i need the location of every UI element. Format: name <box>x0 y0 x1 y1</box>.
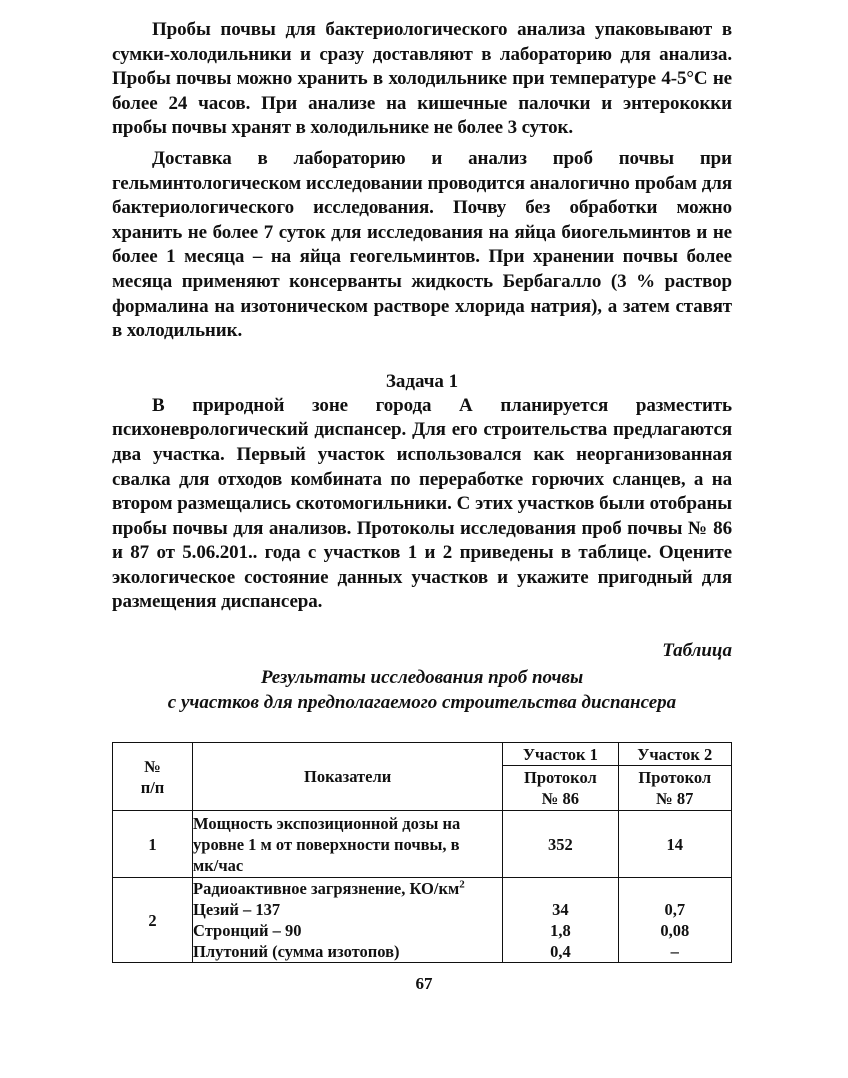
task-title: Задача 1 <box>385 370 459 392</box>
row-2-strontium-site-2: 0,08 <box>660 921 690 940</box>
page-content <box>112 18 732 715</box>
row-1-indicator-line-2: уровне 1 м от поверхности почвы, в <box>193 834 460 854</box>
paragraph-bacteriological: Пробы почвы для бактериологического анализа упаковывают в сумки-холодильники и сразу доставляют в лабораторию для анализа. Пробы почвы можно хранить в холодильнике при температуре 4-5°С не более 24 часов. При анализе на кишечные палочки и энтерококки пробы почвы хранят в холодильнике не более 3 суток. <box>112 19 732 139</box>
row-2-indicator-title <box>193 878 502 899</box>
header-number-symbol: № <box>144 756 161 776</box>
row-1-site-2-value: 14 <box>618 811 731 878</box>
row-1-number: 1 <box>113 811 193 878</box>
row-2-sub-plutonium: Плутоний (сумма изотопов) <box>193 942 400 961</box>
row-2-indicator-title-sup: 2 <box>459 878 465 891</box>
row-2-plutonium-site-1: 0,4 <box>550 942 571 961</box>
header-protocol-1-label: Протокол <box>524 768 597 787</box>
row-2-cesium-site-2: 0,7 <box>664 900 686 919</box>
header-protocol-2 <box>618 766 731 811</box>
row-1-indicator <box>193 811 503 878</box>
table-caption <box>112 665 732 715</box>
row-2-strontium-site-1: 1,8 <box>550 921 571 940</box>
row-2-indicator <box>193 878 503 963</box>
row-2-sub-cesium: Цезий – 137 <box>193 900 281 919</box>
paragraph-helminthological: Доставка в лабораторию и анализ проб почвы при гельминтологическом исследовании проводится аналогично пробам для бактериологического исследования. Почву без обработки можно хранить не более 7 суток для исследования на яйца биогельминтов и не более 1 месяца – на яйца геогельминтов. При хранении почвы более месяца применяют консерванты жидкость Бербагалло (3 % раствор формалина на изотоническом растворе хлорида натрия), а затем ставят в холодильник. <box>112 147 732 342</box>
header-site-2: Участок 2 <box>618 743 731 766</box>
row-2-site-2-values <box>618 878 731 963</box>
header-site-1: Участок 1 <box>503 743 618 766</box>
table-row <box>113 878 732 963</box>
row-2-indicator-title-text: Радиоактивное загрязнение, КО/км <box>193 879 460 898</box>
table-caption-line-2: с участков для предполагаемого строительства диспансера <box>167 692 677 714</box>
row-1-indicator-line-1: Мощность экспозиционной дозы на <box>193 813 461 833</box>
table-label: Таблица <box>662 640 732 662</box>
row-2-cesium-site-1: 34 <box>552 900 569 919</box>
header-indicator: Показатели <box>193 743 503 811</box>
table-caption-line-1: Результаты исследования проб почвы <box>260 667 584 689</box>
header-protocol-1 <box>503 766 618 811</box>
header-protocol-2-number: № 87 <box>656 789 694 808</box>
page-number: 67 <box>415 974 433 993</box>
row-2-site-1-values <box>503 878 618 963</box>
header-number-abbr: п/п <box>140 777 165 797</box>
row-1-indicator-line-3: мк/час <box>193 855 244 875</box>
row-2-plutonium-site-2: – <box>670 942 679 961</box>
header-protocol-1-number: № 86 <box>541 789 579 808</box>
task-text: В природной зоне города А планируется разместить психоневрологический диспансер. Для его строительства предлагаются два участка. Первый участок использовался как неорганизованная свалка для отходов комбината по переработке горючих сланцев, а на втором размещались скотомогильники. С этих участков были отобраны пробы почвы для анализов. Протоколы исследования проб почвы № 86 и 87 от 5.06.201.. года с участков 1 и 2 приведены в таблице. Оцените экологическое состояние данных участков и укажите пригодный для размещения диспансера. <box>112 394 732 613</box>
table-row <box>113 811 732 878</box>
row-2-number: 2 <box>113 878 193 963</box>
header-protocol-2-label: Протокол <box>638 768 712 787</box>
row-2-sub-strontium: Стронций – 90 <box>193 921 302 940</box>
row-1-site-1-value: 352 <box>503 811 618 878</box>
header-number <box>113 743 193 811</box>
table-header-row-1 <box>113 743 732 766</box>
results-table <box>112 742 732 963</box>
